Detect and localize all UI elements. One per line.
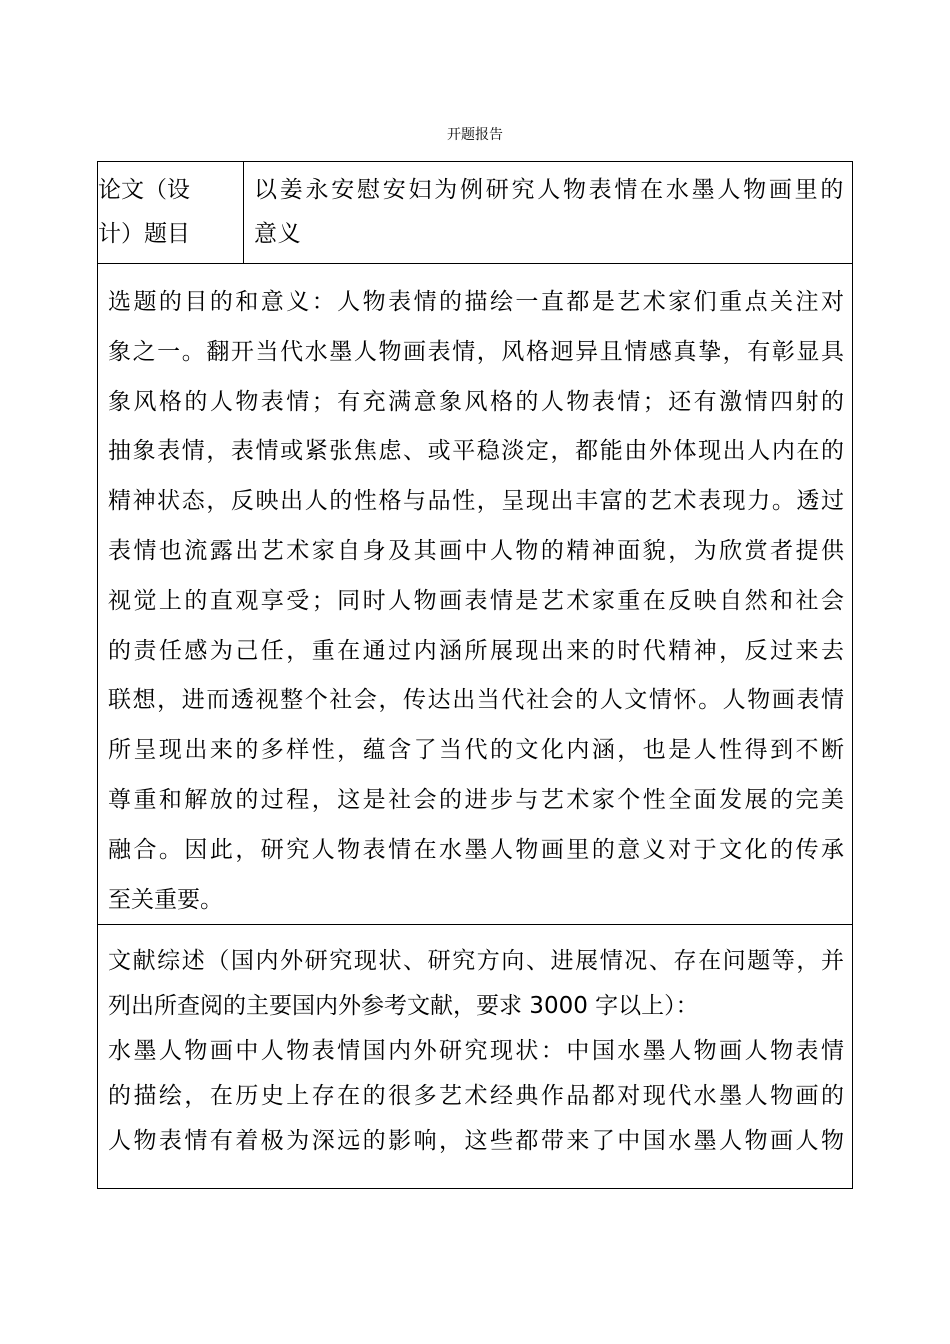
- title-label-line: 计）题目: [98, 221, 190, 247]
- title-label-line: 论文（设: [98, 177, 190, 203]
- literature-line: 的描绘，在历史上存在的很多艺术经典作品都对现代水墨人物画的: [108, 1083, 844, 1109]
- purpose-line: 至关重要。: [108, 886, 223, 913]
- literature-line: 文献综述（国内外研究现状、研究方向、进展情况、存在问题等，并: [108, 948, 844, 974]
- purpose-line: 联想，进而透视整个社会，传达出当代社会的人文情怀。人物画表情: [108, 687, 844, 714]
- purpose-line: 融合。因此，研究人物表情在水墨人物画里的意义对于文化的传承: [108, 836, 844, 863]
- purpose-line: 象之一。翻开当代水墨人物画表情，风格迥异且情感真挚，有彰显具: [108, 338, 844, 365]
- purpose-line: 表情也流露出艺术家自身及其画中人物的精神面貌，为欣赏者提供: [108, 537, 844, 564]
- purpose-line: 所呈现出来的多样性，蕴含了当代的文化内涵，也是人性得到不断: [108, 737, 844, 764]
- page-header: 开题报告: [447, 127, 503, 143]
- purpose-line: 精神状态，反映出人的性格与品性，呈现出丰富的艺术表现力。透过: [108, 488, 844, 515]
- literature-line: 水墨人物画中人物表情国内外研究现状：中国水墨人物画人物表情: [108, 1038, 844, 1064]
- literature-review-section: [98, 925, 852, 1188]
- purpose-line: 象风格的人物表情；有充满意象风格的人物表情；还有激情四射的: [108, 388, 844, 415]
- purpose-section: [98, 264, 852, 925]
- purpose-line: 尊重和解放的过程，这是社会的进步与艺术家个性全面发展的完美: [108, 786, 844, 813]
- title-value-line: 意义: [254, 221, 302, 247]
- title-row: [98, 162, 852, 264]
- purpose-line: 的责任感为己任，重在通过内涵所展现出来的时代精神，反过来去: [108, 637, 844, 664]
- title-value-cell: [244, 162, 852, 263]
- purpose-line: 选题的目的和意义：人物表情的描绘一直都是艺术家们重点关注对: [108, 289, 844, 315]
- purpose-line: 抽象表情，表情或紧张焦虑、或平稳淡定，都能由外体现出人内在的: [108, 438, 844, 465]
- purpose-line: 视觉上的直观享受；同时人物画表情是艺术家重在反映自然和社会: [108, 587, 844, 614]
- literature-line: 人物表情有着极为深远的影响，这些都带来了中国水墨人物画人物: [108, 1128, 844, 1154]
- title-label-cell: [98, 162, 244, 263]
- literature-line: 列出所查阅的主要国内外参考文献，要求 3000 字以上）：: [108, 993, 699, 1019]
- proposal-form-table: [97, 161, 853, 1189]
- title-value-line: 以姜永安慰安妇为例研究人物表情在水墨人物画里的: [254, 177, 844, 203]
